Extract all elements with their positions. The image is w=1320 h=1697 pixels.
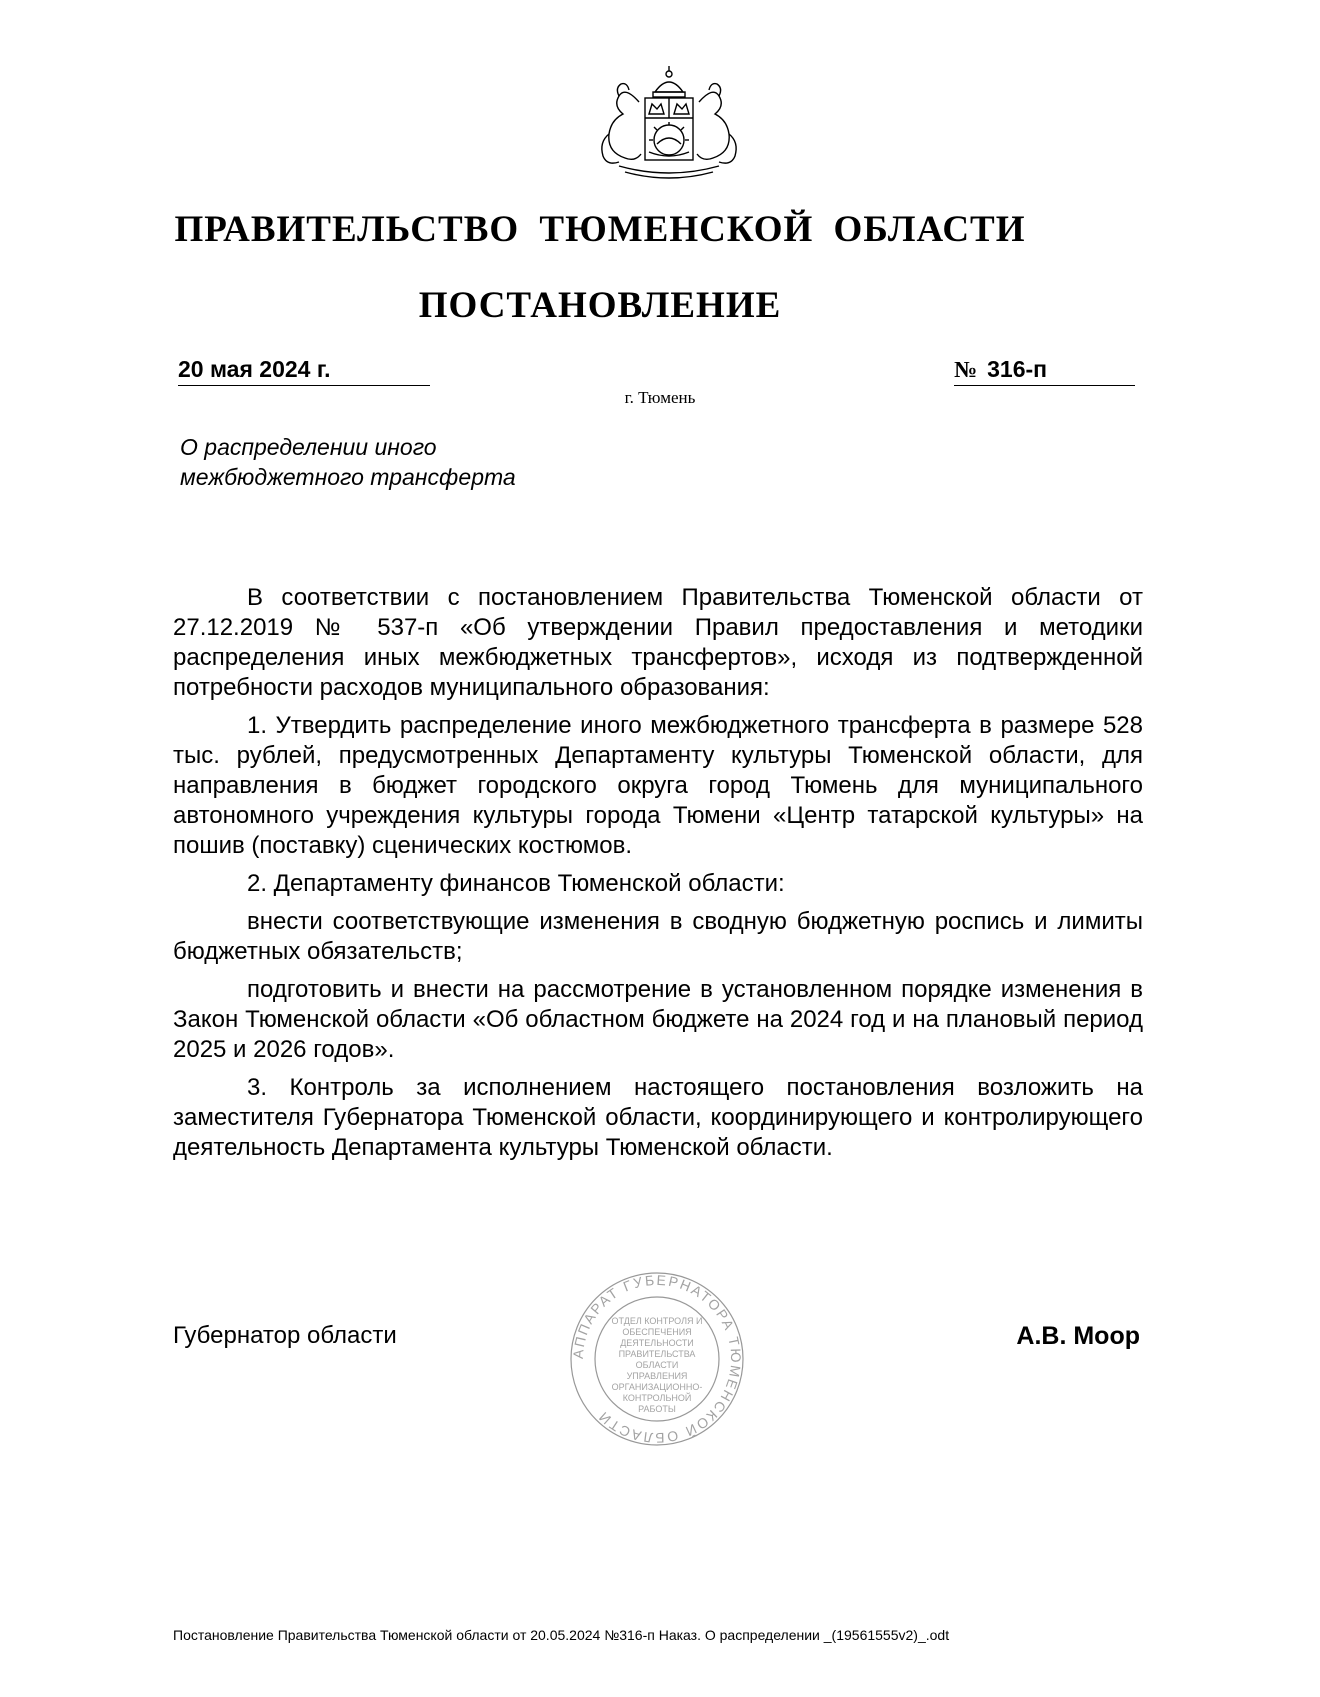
clause-2a-paragraph: внести соответствующие изменения в сводную бюджетную роспись и лимиты бюджетных обязательств;: [173, 908, 1143, 965]
signatory-name: А.В. Моор: [1016, 1322, 1140, 1350]
document-body: [173, 583, 1143, 1171]
clause-2-paragraph: 2. Департаменту финансов Тюменской области:: [247, 870, 785, 897]
stamp-outer-text: АППАРАТ ГУБЕРНАТОРА ТЮМЕНСКОЙ ОБЛАСТИ: [569, 1271, 745, 1447]
number-sign: №: [954, 357, 978, 382]
preamble-paragraph: В соответствии с постановлением Правительства Тюменской области от 27.12.2019 № 537-п «Об утверждении Правил предоставления и методики распределения иных межбюджетных трансфертов», исходя из подтвержденной потребности расходов муниципального образования:: [173, 584, 1143, 701]
subject-line-2: межбюджетного трансферта: [180, 464, 516, 490]
clause-1-paragraph: 1. Утвердить распределение иного межбюджетного трансферта в размере 528 тыс. рублей, предусмотренных Департаменту культуры Тюменской области, для направления в бюджет городского округа город Тюмень для муниципального автономного учреждения культуры города Тюмени «Центр татарской культуры» на пошив (поставку) сценических костюмов.: [173, 712, 1143, 859]
subject-line-1: О распределении иного: [180, 434, 437, 460]
footer-file-reference: Постановление Правительства Тюменской области от 20.05.2024 №316-п Наказ. О распределении _(19561555v2)_.odt: [173, 1627, 950, 1643]
document-subject: [180, 432, 660, 492]
government-title: ПРАВИТЕЛЬСТВО ТЮМЕНСКОЙ ОБЛАСТИ: [174, 209, 1026, 250]
document-date: 20 мая 2024 г.: [178, 356, 430, 386]
document-number-field: [954, 356, 1135, 386]
official-stamp-icon: [568, 1270, 746, 1448]
document-city: г. Тюмень: [624, 388, 696, 407]
clause-2b-paragraph: подготовить и внести на рассмотрение в установленном порядке изменения в Закон Тюменской области «Об областном бюджете на 2024 год и на плановый период 2025 и 2026 годов».: [173, 976, 1143, 1063]
stamp-inner-text: ОТДЕЛ КОНТРОЛЯ И ОБЕСПЕЧЕНИЯ ДЕЯТЕЛЬНОСТИ ПРАВИТЕЛЬСТВА ОБЛАСТИ УПРАВЛЕНИЯ ОРГАНИЗАЦИОННО-КОНТРОЛЬНОЙ РАБОТЫ: [611, 1316, 703, 1414]
document-type: ПОСТАНОВЛЕНИЕ: [418, 285, 782, 326]
document-number: 316-п: [987, 356, 1048, 382]
clause-3-paragraph: 3. Контроль за исполнением настоящего постановления возложить на заместителя Губернатора Тюменской области, координирующего и контролирующего деятельность Департамента культуры Тюменской области.: [173, 1074, 1143, 1161]
signatory-position: Губернатор области: [173, 1322, 397, 1349]
coat-of-arms-icon: [589, 62, 749, 184]
